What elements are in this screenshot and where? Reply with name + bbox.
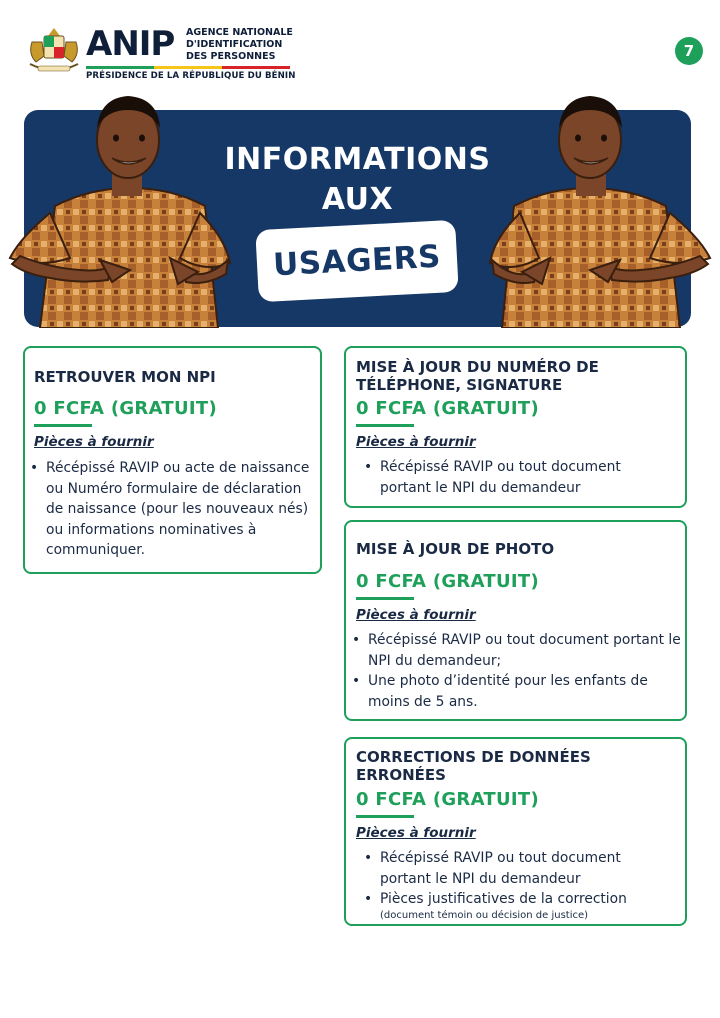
page-number-badge: 7 <box>675 37 703 65</box>
list-item: • Récépissé RAVIP ou acte de naissance ou Numéro formulaire de déclaration de naissance (pour les nouveaux nés) ou informations nominatives à communiquer. <box>26 458 318 561</box>
agency-subtitle <box>186 27 293 63</box>
price-underline <box>356 815 414 818</box>
card-price: 0 FCFA (GRATUIT) <box>356 398 540 419</box>
coat-of-arms-logo <box>24 22 84 78</box>
pieces-label: Pièces à fournir <box>356 607 476 623</box>
person-illustration-right <box>484 88 720 328</box>
card-title: MISE À JOUR DU NUMÉRO DE TÉLÉPHONE, SIGNATURE <box>356 358 599 394</box>
list-item <box>360 889 660 922</box>
card-title: MISE À JOUR DE PHOTO <box>356 540 555 558</box>
flag-stripe <box>86 66 290 69</box>
list-item-note: (document témoin ou décision de justice) <box>380 909 589 921</box>
pieces-label: Pièces à fournir <box>356 825 476 841</box>
list-item-text: Pièces justificatives de la correction <box>380 891 627 907</box>
pieces-list <box>26 458 318 561</box>
price-underline <box>34 424 92 427</box>
agency-subtitle-line: DES PERSONNES <box>186 51 276 62</box>
presidency-label: PRÉSIDENCE DE LA RÉPUBLIQUE DU BÉNIN <box>86 71 296 81</box>
list-item: • Récépissé RAVIP ou tout document portant le NPI du demandeur <box>360 848 660 889</box>
card-title: CORRECTIONS DE DONNÉES ERRONÉES <box>356 748 591 784</box>
list-item: • Une photo d’identité pour les enfants de moins de 5 ans. <box>348 671 682 712</box>
banner-title-line: INFORMATIONS <box>224 142 491 177</box>
flag-green <box>86 66 154 69</box>
pieces-list <box>348 630 682 712</box>
card-title: RETROUVER MON NPI <box>34 368 216 386</box>
flag-yellow <box>154 66 222 69</box>
pieces-label: Pièces à fournir <box>34 434 154 450</box>
list-item: • Récépissé RAVIP ou tout document portant le NPI du demandeur <box>360 457 660 498</box>
usagers-pill <box>255 220 458 302</box>
price-underline <box>356 424 414 427</box>
card-price: 0 FCFA (GRATUIT) <box>356 571 540 592</box>
usagers-label: USAGERS <box>272 238 442 284</box>
anip-brand: ANIP <box>86 24 175 64</box>
price-underline <box>356 597 414 600</box>
card-price: 0 FCFA (GRATUIT) <box>356 789 540 810</box>
agency-subtitle-line: D'IDENTIFICATION <box>186 39 283 50</box>
list-item: • Récépissé RAVIP ou tout document portant le NPI du demandeur; <box>348 630 682 671</box>
pieces-list <box>360 848 660 922</box>
pieces-label: Pièces à fournir <box>356 434 476 450</box>
flag-red <box>222 66 290 69</box>
agency-subtitle-line: AGENCE NATIONALE <box>186 27 293 38</box>
pieces-list <box>360 457 660 498</box>
banner-title <box>200 140 515 220</box>
banner-title-line: AUX <box>321 182 394 217</box>
card-price: 0 FCFA (GRATUIT) <box>34 398 218 419</box>
